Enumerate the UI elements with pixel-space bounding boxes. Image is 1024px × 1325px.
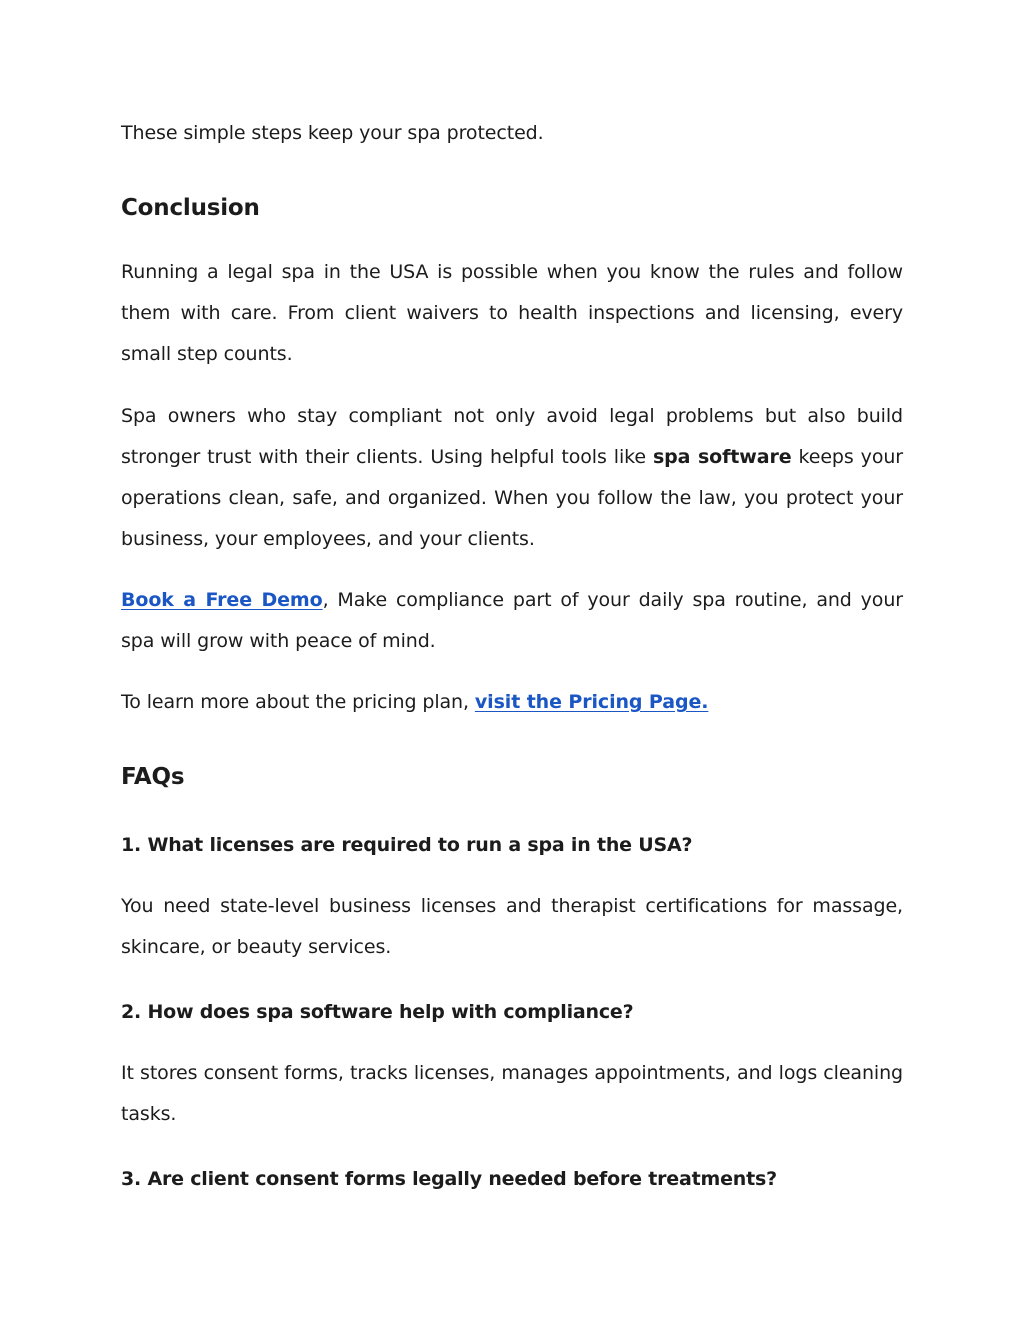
faqs-heading: FAQs	[121, 764, 185, 790]
spa-software-bold: spa software	[652, 446, 792, 468]
conclusion-paragraph-1: Running a legal spa in the USA is possible when you know the rules and follow them with care. From client waivers to health inspections and licensing, every small step counts.	[121, 261, 903, 365]
conclusion-heading: Conclusion	[121, 195, 260, 221]
faq-answer-2: It stores consent forms, tracks licenses, manages appointments, and logs cleaning tasks.	[121, 1062, 903, 1125]
demo-paragraph	[121, 580, 903, 662]
paragraph-2-text-end: keeps your operations clean, safe, and organized. When you follow the law, you protect your business, your employees, and your clients.	[121, 446, 904, 550]
pricing-text: To learn more about the pricing plan,	[121, 691, 475, 713]
conclusion-paragraph-2	[121, 396, 903, 560]
faq-question-2: 2. How does spa software help with compliance?	[121, 1001, 634, 1023]
faq-question-1: 1. What licenses are required to run a spa in the USA?	[121, 834, 693, 856]
pricing-paragraph	[121, 682, 903, 723]
demo-paragraph-text: , Make compliance part of your daily spa routine, and your spa will grow with peace of mind.	[121, 589, 903, 652]
book-free-demo-link[interactable]: Book a Free Demo	[121, 589, 323, 611]
faq-answer-1: You need state-level business licenses and therapist certifications for massage, skincare, or beauty services.	[121, 895, 903, 958]
paragraph-2-text-start: Spa owners who stay compliant not only avoid legal problems but also build stronger trust with their clients. Using helpful tools like	[121, 405, 903, 468]
intro-text: These simple steps keep your spa protected.	[121, 122, 544, 144]
pricing-page-link[interactable]: visit the Pricing Page.	[474, 691, 709, 713]
faq-question-3: 3. Are client consent forms legally needed before treatments?	[121, 1168, 777, 1190]
